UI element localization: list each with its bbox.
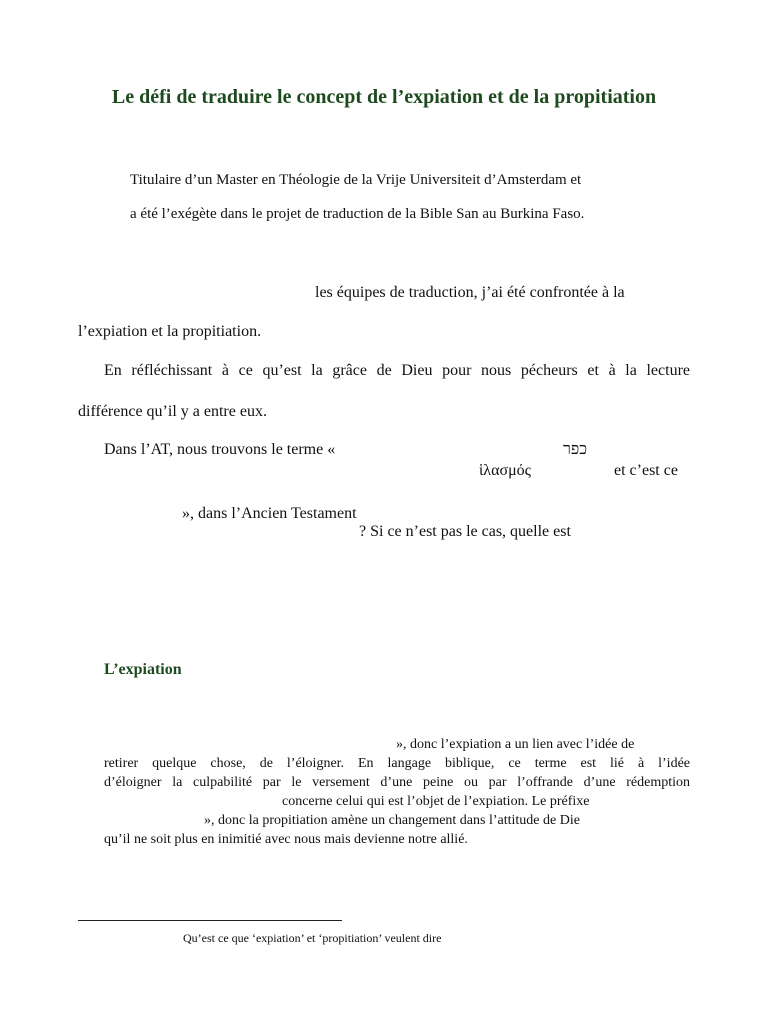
paragraph-4-line-1: », dans l’Ancien Testament bbox=[182, 505, 357, 522]
section-heading: L’expiation bbox=[104, 661, 182, 678]
footnote-separator bbox=[78, 920, 342, 921]
paragraph-2-line-1: En réfléchissant à ce qu’est la grâce de Dieu pour nous pécheurs et à la lecture bbox=[104, 362, 690, 379]
section-line-1: », donc l’expiation a un lien avec l’idée de bbox=[396, 737, 635, 752]
paragraph-3-line-1: Dans l’AT, nous trouvons le terme « bbox=[104, 441, 336, 458]
intro-line-2: a été l’exégète dans le projet de traduction de la Bible San au Burkina Faso. bbox=[130, 206, 585, 222]
section-line-2: retirer quelque chose, de l’éloigner. En langage biblique, ce terme est lié à l’idée bbox=[104, 756, 690, 771]
greek-term: ἱλασμός bbox=[479, 462, 531, 479]
section-line-3: d’éloigner la culpabilité par le versement d’une peine ou par l’offrande d’une rédemption bbox=[104, 775, 690, 790]
document-title: Le défi de traduire le concept de l’expiation et de la propitiation bbox=[111, 86, 657, 108]
section-line-5: », donc la propitiation amène un changement dans l’attitude de Die bbox=[204, 813, 580, 828]
section-line-4: concerne celui qui est l’objet de l’expiation. Le préfixe bbox=[282, 794, 590, 809]
hebrew-term: כפר bbox=[563, 441, 588, 458]
paragraph-3-tail: et c’est ce bbox=[614, 462, 678, 479]
intro-line-1: Titulaire d’un Master en Théologie de la Vrije Universiteit d’Amsterdam et bbox=[130, 172, 582, 188]
section-line-6: qu’il ne soit plus en inimitié avec nous mais devienne notre allié. bbox=[104, 832, 468, 847]
footnote-text: Qu’est ce que ‘expiation’ et ‘propitiation’ veulent dire bbox=[183, 931, 442, 945]
paragraph-1-line-1: les équipes de traduction, j’ai été confrontée à la bbox=[315, 284, 625, 301]
paragraph-2-line-2: différence qu’il y a entre eux. bbox=[78, 403, 267, 420]
paragraph-4-line-2: ? Si ce n’est pas le cas, quelle est bbox=[359, 523, 571, 540]
paragraph-1-line-2: l’expiation et la propitiation. bbox=[78, 323, 262, 340]
